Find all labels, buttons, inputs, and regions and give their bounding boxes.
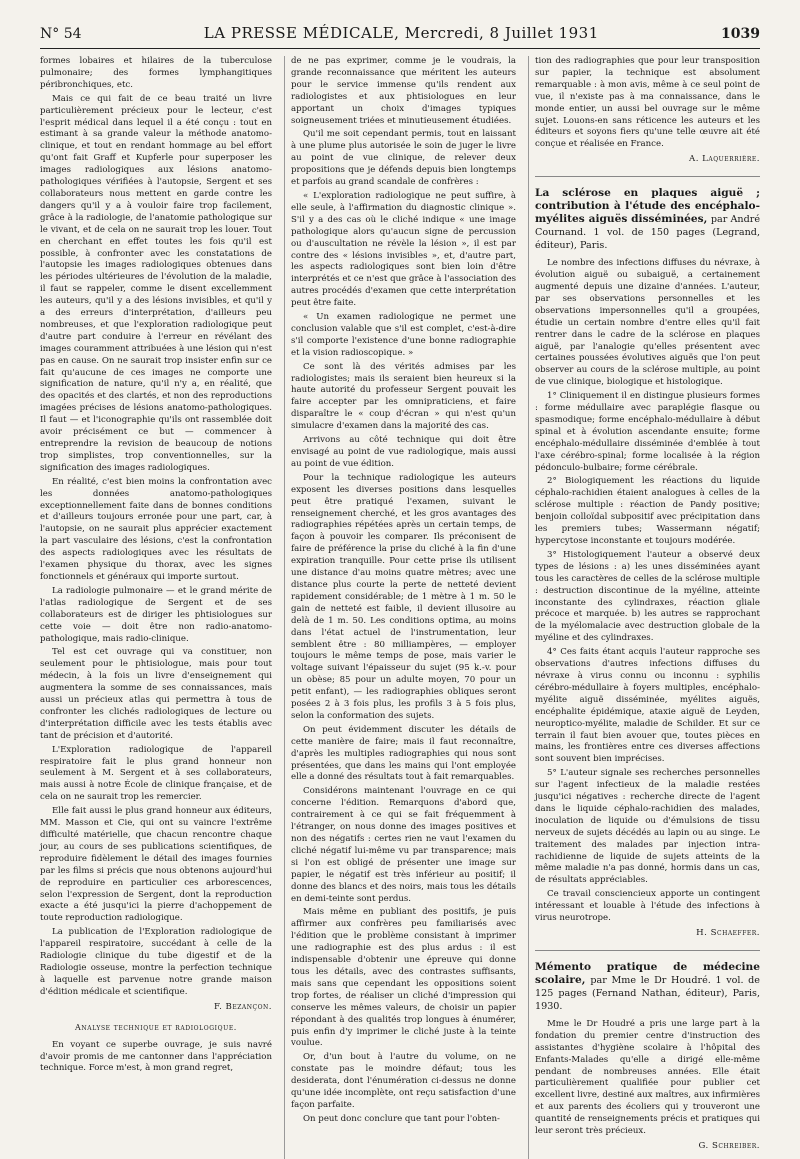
paragraph: Arrivons au côté technique qui doit être envisagé au point de vue radiologique, mais aussi au point de vue édition. <box>291 435 516 469</box>
paragraph: Tel est cet ouvrage qui va constituer, non seulement pour le phtisiologue, mais pour tout médecin, à la fois un livre d'enseignement qui augmentera la somme de ses connaissances, mais aussi un précieux atlas qui permettra à tous de confronter les clichés radiologiques de lecture ou d'interprétation difficile avec les tests établis avec tant de précision et d'autorité. <box>40 647 272 741</box>
paragraph: Ce travail consciencieux apporte un contingent intéressant et louable à l'étude des infections à virus neurotrope. <box>535 889 760 924</box>
book-review-heading <box>535 961 760 1013</box>
column-1 <box>40 56 272 1159</box>
author-signature: H. Schaeffer. <box>696 928 760 938</box>
paragraph: La publication de l'Exploration radiologique de l'appareil respiratoire, succédant à celle de la Radiologie clinique du tube digestif et de la Radiologie osseuse, montre la perfection technique à laquelle est parvenue notre grande maison d'édition médicale et scientifique. <box>40 927 272 997</box>
divider <box>535 176 760 177</box>
paragraph: Mme le Dr Houdré a pris une large part à la fondation du premier centre d'instruction des assistantes d'hygiène scolaire à l'hôpital des Enfants-Malades qu'elle a dirigé elle-même pendant de nombreuses années. Elle était particulièrement qualifiée pour publier cet excellent livre, destiné aux maîtres, aux infirmières et aux parents des écoliers qui y trouveront une quantité de renseignements précis et pratiques qui leur seront très précieux. <box>535 1018 760 1137</box>
paragraph: Mais ce qui fait de ce beau traité un livre particulièrement précieux pour le lecteur, c'est l'esprit médical dans lequel il a été conçu : tout en estimant à sa grande valeur la méthode anatomo-clinique, et tout en rendant hommage au bel effort qu'ont fait Graff et Kupferle pour superposer les images radiologiques aux lésions anatomo-pathologiques vérifiées à l'autopsie, Sergent et ses collaborateurs nous mettent en garde contre les dangers qu'il y a à vouloir faire trop facilement, grâce à la radiologie, de l'anatomie pathologique sur le vivant, et de cela on ne saurait trop les louer. Tout en cherchant en effet toutes les fois qu'il est possible, à confronter avec les constatations de l'autopsie les images radiologiques obtenues dans les périodes ultérieures de l'évolution de la maladie, il faut se rappeler, comme le disent excellemment les auteurs, qu'il y a des lésions invisibles, et qu'il y a des erreurs d'interprétation, d'ailleurs peu nombreuses, et que l'exploration radiologique peut d'autre part conduire à l'erreur en révélant des images couramment attribuées à une lésion qui n'est pas en cause. On ne saurait trop insister enfin sur ce fait qu'aucune de ces images ne comporte une signification de nature, qu'il n'y a, en réalité, que des opacités et des clartés, et non des reproductions imagées précises de lésions anatomo-pathologiques. Il faut — et l'iconographie qu'ils ont rassemblée doit avoir précisément ce but — commencer à entreprendre la revision de beaucoup de notions trop simplistes, trop conventionnelles, sur la signification des images radiologiques. <box>40 93 272 473</box>
paragraph: « L'exploration radiologique ne peut suffire, à elle seule, à l'affirmation du diagnostic clinique ». S'il y a des cas où le cliché indique « une image pathologique alors qu'aucun signe de percussion ou d'auscultation ne révèle la lésion », il est par contre des « lésions invisibles », et, d'autre part, les aspects radiologiques sont bien loin d'être interprétés et ce n'est que grâce à l'association des autres procédés d'examen que cette interprétation peut être faite. <box>291 190 516 309</box>
book-review-heading <box>535 187 760 252</box>
page-number: 1039 <box>721 26 760 42</box>
column-3 <box>528 56 760 1159</box>
paragraph: formes lobaires et hilaires de la tuberculose pulmonaire; des formes lymphangitiques péribronchiques, etc. <box>40 56 272 90</box>
author-signature: A. Laquerrière. <box>689 154 760 165</box>
paragraph: La radiologie pulmonaire — et le grand mérite de l'atlas radiologique de Sergent et de ses collaborateurs est de diriger les phtisiologues sur cette voie — doit être non radio-anatomo-pathologique, mais radio-clinique. <box>40 585 272 644</box>
book-title: La sclérose en plaques aiguë ; contribution à l'étude des encéphalo-myélites aiguës disséminées, <box>535 187 760 226</box>
paragraph: En réalité, c'est bien moins la confrontation avec les données anatomo-pathologiques exceptionnellement faite dans de bonnes conditions et d'ailleurs toujours erronée pour une part, car, à l'autopsie, on ne saurait plus apprécier exactement la part vasculaire des lésions, c'est la confrontation des aspects radiologiques avec les résultats de l'examen physique du thorax, avec les signes fonctionnels et généraux qui importe surtout. <box>40 476 272 582</box>
divider <box>535 950 760 951</box>
page-header <box>40 24 760 49</box>
book-details: par André Cournand. 1 vol. de 150 pages (Legrand, éditeur), Paris. <box>535 214 761 252</box>
paragraph: 3° Histologiquement l'auteur a observé deux types de lésions : a) les unes disséminées ayant tous les caractères de celles de la sclérose multiple : destruction discontinue de la myéline, atteinte inconstante des cylindraxes, réaction gliale précoce et marquée. b) les autres se rapprochant de la myélomalacie avec destruction globale de la myéline et des cylindraxes. <box>535 549 760 644</box>
paragraph: 4° Ces faits étant acquis l'auteur rapproche ses observations d'autres infections diffuses du névraxe à virus connu ou inconnu : syphilis cérébro-médullaire à foyers multiples, encéphalo-myélite aiguë disséminée, myélites aiguës, encéphalite épidémique, ataxie aiguë de Leyden, neuroptico-myélite, maladie de Schilder. Et sur ce terrain il faut bien avouer que, toutes pièces en mains, les frontières entre ces diverses affections sont souvent bien imprécises. <box>535 647 760 765</box>
paragraph: Mais même en publiant des positifs, je puis affirmer aux confrères peu familiarisés avec l'édition que le problème consistant à imprimer une radiographie est des plus ardus : il est indispensable d'obtenir une épreuve qui donne tous les détails, avec des contrastes suffisants, mais sans que cependant les oppositions soient trop fortes, de réaliser un cliché d'impression qui conserve les mêmes valeurs, de choisir un papier répondant à des qualités trop longues à énumérer, puis enfin d'y imprimer le cliché juste à la teinte voulue. <box>291 907 516 1049</box>
paragraph: Le nombre des infections diffuses du névraxe, à évolution aiguë ou subaiguë, a certainement augmenté depuis une dizaine d'années. L'auteur, par ses observations personnelles et les observations impersonnelles qu'il a groupées, étudie un certain nombre d'entre elles qu'il fait rentrer dans le cadre de la sclérose en plaques aiguë, par l'analogie qu'elles présentent avec certaines poussées évolutives aiguës que l'on peut observer au cours de la sclérose multiple, au point de vue clinique, biologique et histologique. <box>535 258 760 388</box>
paragraph: Elle fait aussi le plus grand honneur aux éditeurs, MM. Masson et Cie, qui ont su vaincre l'extrême difficulté matérielle, que chacun rencontre chaque jour, au cours de ses publications scientifiques, de reproduire fidèlement le détail des images fournies par les films si précis que nous obtenons aujourd'hui de reproduire en particulier ces arborescences, selon l'expression de Sergent, dont la reproduction exacte a été jusqu'ici la pierre d'achoppement de toute reproduction radiologique. <box>40 806 272 924</box>
paragraph: 5° L'auteur signale ses recherches personnelles sur l'agent infectieux de la maladie restées jusqu'ici négatives : recherche directe de l'agent dans le liquide céphalo-rachidien des malades, inoculation de liquide ou d'émulsions de tissu nerveux de sujets décédés au lapin ou au singe. Le traitement des malades par injection intra-rachidienne de liquide de sujets atteints de la même maladie n'a pas donné, hormis dans un cas, de résultats appréciables. <box>535 768 760 886</box>
paragraph: On peut évidemment discuter les détails de cette manière de faire; mais il faut reconnaître, d'après les multiples radiographies qui nous sont présentées, que dans les mains qui l'ont employée elle a donné des résultats tout à fait remarquables. <box>291 724 516 783</box>
paragraph: de ne pas exprimer, comme je le voudrais, la grande reconnaissance que méritent les auteurs pour le service immense qu'ils rendent aux radiologistes et aux phtisiologues en leur apportant un choix d'images typiques soigneusement triées et minutieusement étudiées. <box>291 56 516 126</box>
paragraph: Qu'il me soit cependant permis, tout en laissant à une plume plus autorisée le soin de juger le livre au point de vue clinique, de relever deux propositions que je défends depuis bien longtemps et parfois au grand scandale de confrères : <box>291 129 516 188</box>
article-columns <box>40 56 761 1151</box>
paragraph: L'Exploration radiologique de l'appareil respiratoire fait le plus grand honneur non seulement à M. Sergent et à ses collaborateurs, mais aussi à notre École de clinique française, et de cela on ne saurait trop les remercier. <box>40 744 272 803</box>
issue-number: N° 54 <box>40 26 82 42</box>
paragraph: En voyant ce superbe ouvrage, je suis navré d'avoir promis de me cantonner dans l'appréciation technique. Force m'est, à mon grand regret, <box>40 1039 272 1074</box>
column-2 <box>284 56 516 1159</box>
paragraph: On peut donc conclure que tant pour l'obten- <box>303 1113 500 1124</box>
paragraph: 1° Cliniquement il en distingue plusieurs formes : forme médullaire avec paraplégie flasque ou spasmodique; forme encéphalo-médullaire à début spinal et à évolution ascendante ensuite; forme encéphalo-médullaire disséminée d'emblée à tout l'axe cérébro-spinal; forme localisée à la région pédonculo-bulbaire; forme cérébrale. <box>535 391 760 473</box>
paragraph: tion des radiographies que pour leur transposition sur papier, la technique est absolument remarquable : à mon avis, même à ce seul point de vue, il n'existe pas à ma connaissance, dans le monde entier, un aussi bel ouvrage sur le même sujet. Louons-en sans réticence les auteurs et les éditeurs et soyons fiers qu'une telle œuvre ait été conçue et réalisée en France. <box>535 56 760 150</box>
paragraph: Ce sont là des vérités admises par les radiologistes; mais ils seraient bien heureux si la haute autorité du professeur Sergent pouvait les faire accepter par les omnipraticiens, et faire disparaître le « coup d'écran » qui n'est qu'un simulacre d'examen dans la majorité des cas. <box>291 361 516 432</box>
paragraph: 2° Biologiquement les réactions du liquide céphalo-rachidien étaient analogues à celles de la sclérose multiple : réaction de Pandy positive; benjoin colloïdal subpositif avec précipitation dans les premiers tubes; Wassermann négatif; hypercytose inconstante et toujours modérée. <box>535 476 760 546</box>
paragraph: Considérons maintenant l'ouvrage en ce qui concerne l'édition. Remarquons d'abord que, contrairement à ce qui se fait fréquemment à l'étranger, on nous donne des images positives et non des négatifs : certes rien ne vaut l'examen du cliché négatif lui-même vu par transparence; mais si l'on est obligé de présenter une image sur papier, le négatif est très inférieur au positif; il donne des blancs et des noirs, mais tous les détails en demi-teinte sont perdus. <box>291 786 516 904</box>
section-heading: Analyse technique et radiologique. <box>75 1022 237 1032</box>
book-title: Mémento pratique de médecine scolaire, <box>535 960 760 986</box>
book-details: par Mme le Dr Houdré. 1 vol. de 125 pages (Fernand Nathan, éditeur), Paris, 1930. <box>535 974 760 1012</box>
paragraph: « Un examen radiologique ne permet une conclusion valable que s'il est complet, c'est-à-dire s'il comporte l'existence d'une bonne radiographie et la vision radioscopique. » <box>291 312 516 358</box>
author-signature: G. Schreiber. <box>698 1140 760 1151</box>
author-signature: F. Bezançon. <box>213 1001 272 1012</box>
paragraph: Or, d'un bout à l'autre du volume, on ne constate pas le moindre défaut; tous les desiderata, dont l'énumération ci-dessus ne donne qu'une idée incomplète, ont reçu satisfaction d'une façon parfaite. <box>291 1052 516 1110</box>
journal-title-date: LA PRESSE MÉDICALE, Mercredi, 8 Juillet 1931 <box>203 24 599 42</box>
paragraph: Pour la technique radiologique les auteurs exposent les diverses positions dans lesquelles peut être pratiqué l'examen, suivant le renseignement cherché, et les gros avantages des radiographies répétées après un certain temps, de façon à pouvoir les comparer. Ils préconisent de faire de préférence la prise du cliché à la fin d'une expiration tranquille. Pour cette prise ils utilisent une distance d'au moins quatre mètres; avec une distance plus courte la perte de netteté devient rapidement considérable; de 1 mètre à 1 m. 50 le gain de netteté est faible, il devient illusoire au delà de 1 m. 50. Les conditions optima, au moins dans l'état actuel de l'instrumentation, leur semblent être : 80 milliampères, — employer toujours le même temps de pose, mais varier le voltage suivant l'épaisseur du sujet (95 k.-v. pour un obèse; 85 pour un adulte moyen, 70 pour un petit enfant), — les radiographies obliques seront posées 2 à 3 fois plus, les profils 3 à 5 fois plus, selon la conformation des sujets. <box>291 472 516 721</box>
